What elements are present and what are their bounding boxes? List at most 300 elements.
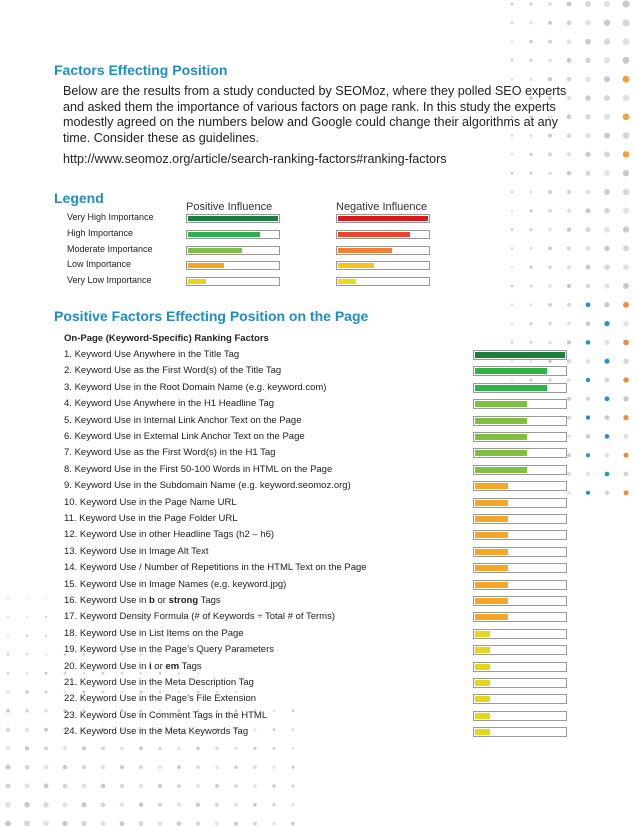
decor-dot [26,597,28,599]
decor-dot [585,152,590,157]
decor-dot [605,472,610,477]
decor-dot [623,283,629,289]
decor-dot [567,434,571,438]
decor-dot [605,453,610,458]
decor-dot [586,472,590,476]
factor-importance-bar [473,498,567,508]
decor-dot [102,672,105,675]
decor-dot [623,434,628,439]
legend-neg-bar [336,261,430,270]
factor-number: 23. [64,709,78,721]
factor-text: Keyword Use in the Subdomain Name (e.g. keyword.seomoz.org) [74,480,351,492]
factor-text: Keyword Use as the First Word(s) in the H1 Tag [74,447,276,459]
factor-importance-bar [473,580,567,590]
factors-subtitle: On-Page (Keyword-Specific) Ranking Factors [64,333,269,344]
factor-text: Keyword Use in Image Names (e.g. keyword.jpg) [79,578,287,590]
factor-text: Keyword Use in the Meta Keywords Tag [79,726,249,738]
decor-dot [26,634,28,636]
legend-pos-bar [186,246,280,255]
decor-dot [548,40,552,44]
decor-dot [25,728,29,732]
factor-importance-bar [473,678,567,688]
decor-dot [567,227,571,231]
decor-dot [44,765,49,770]
factor-row [64,447,275,458]
decor-dot [81,821,86,826]
decor-dot [623,396,628,401]
decor-dot [253,747,256,750]
factor-text: b [149,595,155,606]
decor-dot [567,171,572,176]
legend-neg-fill [338,248,392,253]
decor-dot [273,728,276,731]
decor-dot [158,747,162,751]
decor-dot [529,78,532,81]
decor-dot [548,58,552,62]
decor-dot [25,709,29,713]
factor-number: 10. [64,496,78,508]
decor-dot [26,616,28,618]
decor-dot [44,709,48,713]
decor-dot [120,746,124,750]
factor-importance-fill [475,532,508,538]
factor-importance-fill [475,450,527,456]
factor-importance-bar [473,416,567,426]
decor-dot [215,803,219,807]
factor-text: Keyword Use in Internal Link Anchor Text on the Page [74,414,302,426]
factor-importance-bar [473,514,567,524]
factor-number: 6. [64,431,72,442]
decor-dot [511,209,514,212]
factor-importance-fill [475,467,527,473]
factor-importance-fill [475,647,490,653]
decor-dot [586,284,591,289]
decor-dot [623,453,628,458]
decor-dot [548,341,552,345]
factor-text: Keyword Use in the Meta Description Tag [79,677,254,688]
factor-text: strong [168,595,199,606]
decor-dot [119,821,124,826]
decor-dot [586,378,590,382]
decor-dot [6,672,9,675]
decor-dot [604,302,609,307]
legend-neg-bar [336,246,430,255]
decor-dot [62,821,68,826]
decor-dot [605,415,610,420]
decor-dot [291,803,294,806]
legend-neg-bar [336,277,430,286]
legend-pos-bar [186,277,280,286]
factor-row [64,595,221,606]
factor-importance-bar [473,366,567,376]
decor-dot [586,246,591,251]
factor-importance-fill [475,368,547,374]
decor-dot [177,821,182,826]
decor-dot [43,802,48,807]
factor-importance-fill [475,614,508,620]
decor-dot [586,265,591,270]
factor-number: 5. [64,414,72,426]
decor-dot [585,114,590,119]
decor-dot [81,802,86,807]
legend-neg-fill [338,279,356,284]
decor-dot [101,746,105,750]
factor-importance-bar [473,563,567,573]
factor-importance-fill [475,696,490,702]
factor-number: 4. [64,398,72,410]
decor-dot [623,227,629,233]
decor-dot [623,170,629,176]
legend-pos-bar [186,230,280,239]
decor-dot [604,283,609,288]
decor-dot [292,710,295,713]
factor-importance-fill [475,598,508,604]
decor-dot [196,784,200,788]
decor-dot [234,784,238,788]
decor-dot [623,189,629,195]
factor-number: 7. [64,447,72,459]
factor-importance-bar [473,694,567,704]
decor-dot [7,597,9,599]
decor-dot [511,172,514,175]
decor-dot [604,1,610,7]
factor-importance-fill [475,549,508,555]
decor-dot [511,247,514,250]
decor-dot [529,266,532,269]
decor-dot [604,340,609,345]
decor-dot [24,802,29,807]
decor-dot [511,322,514,325]
decor-dot [605,396,610,401]
decor-dot [511,59,514,62]
decor-dot [291,822,295,826]
factor-number: 12. [64,529,78,541]
decor-dot [292,728,295,731]
decor-dot [234,803,238,807]
decor-dot [585,39,591,45]
factor-importance-fill [475,631,490,637]
decor-dot [511,78,514,81]
factor-importance-bar [473,727,567,737]
decor-dot [511,285,514,288]
factor-importance-fill [475,729,490,735]
decor-dot [529,209,532,212]
factor-text: em [165,660,180,672]
factor-row [64,349,239,360]
decor-dot [139,765,143,769]
factor-importance-bar [473,481,567,491]
decor-dot [623,57,630,64]
factor-row [64,693,256,704]
factor-importance-bar [473,448,567,458]
legend-pos-fill [188,263,224,268]
decor-dot [82,746,86,750]
decor-dot [5,821,11,826]
factor-row [64,464,332,475]
decor-dot [63,765,68,770]
decor-dot [215,784,219,788]
decor-dot [5,783,10,788]
decor-dot [548,247,552,251]
decor-dot [529,21,532,24]
decor-dot [604,133,610,139]
factor-number: 24. [64,726,78,738]
decor-dot [24,783,29,788]
decor-dot [511,3,514,6]
factor-text: or [154,595,169,606]
factor-importance-fill [475,713,490,719]
decor-dot [196,765,200,769]
decor-dot [586,453,590,457]
decor-dot [622,0,629,7]
decor-dot [623,151,630,158]
decor-dot [604,95,610,101]
section-title-factors: Factors Effecting Position [54,62,228,78]
decor-dot [567,303,571,307]
factor-row [64,710,267,721]
decor-dot [63,784,68,789]
legend-pos-bar [186,261,280,270]
decor-dot [292,747,295,750]
decor-dot [567,77,572,82]
decor-dot [215,747,218,750]
legend-level-label: Very High Importance [67,212,154,222]
decor-dot [548,284,552,288]
factor-row [64,611,335,622]
decor-dot [622,38,629,45]
factor-importance-fill [475,516,508,522]
decor-dot [604,114,610,120]
decor-dot [548,171,552,175]
decor-dot [586,359,591,364]
decor-dot [158,765,162,769]
decor-dot [605,378,610,383]
decor-dot [140,672,143,675]
decor-dot [511,40,514,43]
decor-dot [291,766,294,769]
factor-number: 9. [64,480,72,492]
decor-dot [548,265,552,269]
factor-importance-fill [475,418,527,424]
decor-dot [197,672,200,675]
source-url: http://www.seomoz.org/article/search-ranking-factors#ranking-factors [63,152,447,166]
factor-importance-fill [475,401,527,407]
decor-dot [586,227,591,232]
factor-text: or [151,660,166,672]
decor-dot [234,822,238,826]
decor-dot [567,340,571,344]
intro-line: and asked them the importance of various factors on page rank. In this study the experts [63,99,556,114]
decor-dot [623,358,629,364]
factor-text: Keyword Use in [79,660,150,672]
decor-dot [253,822,257,826]
decor-dot [44,784,49,789]
factor-row [64,628,244,639]
legend-level-label: Low Importance [67,259,132,270]
decor-dot [604,151,610,157]
factor-row [64,546,209,557]
decor-dot [26,653,29,656]
decor-dot [178,672,181,675]
decor-dot [529,247,532,250]
decor-dot [586,397,590,401]
factor-row [64,562,367,573]
decor-dot [623,113,630,120]
factor-text: Keyword Use in Comment Tags in the HTML [79,709,268,721]
decor-dot [45,597,47,599]
decor-dot [101,802,106,807]
factor-importance-bar [473,596,567,606]
factor-text: Keyword Use in the Page Name URL [79,496,237,508]
factor-importance-fill [475,582,508,588]
decor-dot [623,132,630,139]
decor-dot [604,38,610,44]
decor-dot [567,284,571,288]
decor-dot [548,322,552,326]
decor-dot [177,803,181,807]
decor-dot [529,360,532,363]
decor-dot [273,747,276,750]
factor-number: 14. [64,562,78,574]
decor-dot [529,322,532,325]
factor-importance-bar [473,350,567,360]
factor-row [64,579,286,590]
decor-dot [7,634,9,636]
decor-dot [177,765,181,769]
decor-dot [234,747,237,750]
decor-dot [548,2,552,6]
decor-dot [585,133,590,138]
decor-dot [100,821,105,826]
decor-dot [272,784,275,787]
decor-dot [253,766,256,769]
decor-dot [623,471,628,476]
factor-row [64,415,301,426]
factor-number: 3. [64,381,72,393]
decor-dot [586,340,591,345]
decor-dot [604,20,610,26]
decor-dot [63,746,67,750]
factor-row [64,529,274,540]
factor-number: 2. [64,365,72,377]
decor-dot [272,803,276,807]
factor-row [64,644,274,655]
decor-dot [567,265,571,269]
legend-pos-bar [186,214,280,223]
decor-dot [139,803,144,808]
legend-level-label: Very Low Importance [67,275,152,286]
decor-dot [254,728,257,731]
decor-dot [511,379,513,381]
factor-text: i [149,660,152,672]
decor-dot [586,491,590,495]
intro-line: modestly agreed on the numbers below and Google could change their algorithms at any [63,115,558,129]
decor-dot [120,784,124,788]
factor-text: Keyword Use in the First 50-100 Words in HTML on the Page [74,463,333,475]
decor-dot [44,746,48,750]
legend-neg-fill [338,263,374,268]
decor-dot [45,672,48,675]
decor-dot [43,821,49,826]
decor-dot [548,77,552,81]
decor-dot [604,359,609,364]
legend-level-label: Moderate Importance [67,243,153,254]
legend-pos-fill [188,279,206,284]
decor-dot [215,765,219,769]
decor-dot [511,21,514,24]
factor-row [64,661,202,672]
decor-dot [139,747,143,751]
factor-text: Keyword Use in List Items on the Page [79,627,244,639]
decor-dot [567,20,572,25]
decor-dot [604,321,609,326]
decor-dot [548,190,552,194]
factor-number: 8. [64,463,72,475]
factor-row [64,497,237,508]
decor-dot [567,190,571,194]
decor-dot [139,821,144,826]
factor-number: 19. [64,644,78,656]
decor-dot [548,303,552,307]
decor-dot [567,491,571,495]
legend-pos-fill [188,248,242,253]
decor-dot [585,20,591,26]
decor-dot [567,209,571,213]
decor-dot [623,264,629,270]
decor-dot [585,208,590,213]
decor-dot [24,821,30,826]
decor-dot [604,227,610,233]
decor-dot [529,172,532,175]
decor-dot [604,170,610,176]
decor-dot [177,784,181,788]
decor-dot [586,434,590,438]
factor-row [64,398,274,409]
factor-text: Keyword Use as the First Word(s) of the Title Tag [74,365,282,377]
decor-dot [6,728,10,732]
factor-number: 11. [64,513,77,524]
decor-dot [101,765,105,769]
decor-dot [586,321,591,326]
decor-dot [529,190,532,193]
decor-dot [567,453,571,457]
factor-importance-bar [473,711,567,721]
factor-row [64,677,254,688]
factor-importance-fill [475,500,508,506]
decor-dot [605,434,610,439]
decor-dot [82,784,87,789]
legend-neg-bar [336,230,430,239]
decor-dot [529,2,532,5]
decor-dot [121,672,124,675]
decor-dot [25,690,28,693]
intro-line: Below are the results from a study conducted by SEOMoz, where they polled SEO experts [63,84,567,98]
factor-text: Keyword Use in other Headline Tags (h2 – h6) [79,529,275,541]
decor-dot [585,189,590,194]
decor-dot [511,153,514,156]
legend-positive-label: Positive Influence [186,201,273,213]
decor-dot [529,40,532,43]
factor-text: Keyword Use Anywhere in the Title Tag [74,349,240,360]
decor-dot [44,690,47,693]
decor-dot [272,822,276,826]
factor-importance-bar [473,629,567,639]
legend-level-label: High Importance [67,227,134,238]
factor-importance-fill [475,680,490,686]
decor-dot [567,322,571,326]
factor-importance-bar [473,465,567,475]
decor-dot [25,765,30,770]
